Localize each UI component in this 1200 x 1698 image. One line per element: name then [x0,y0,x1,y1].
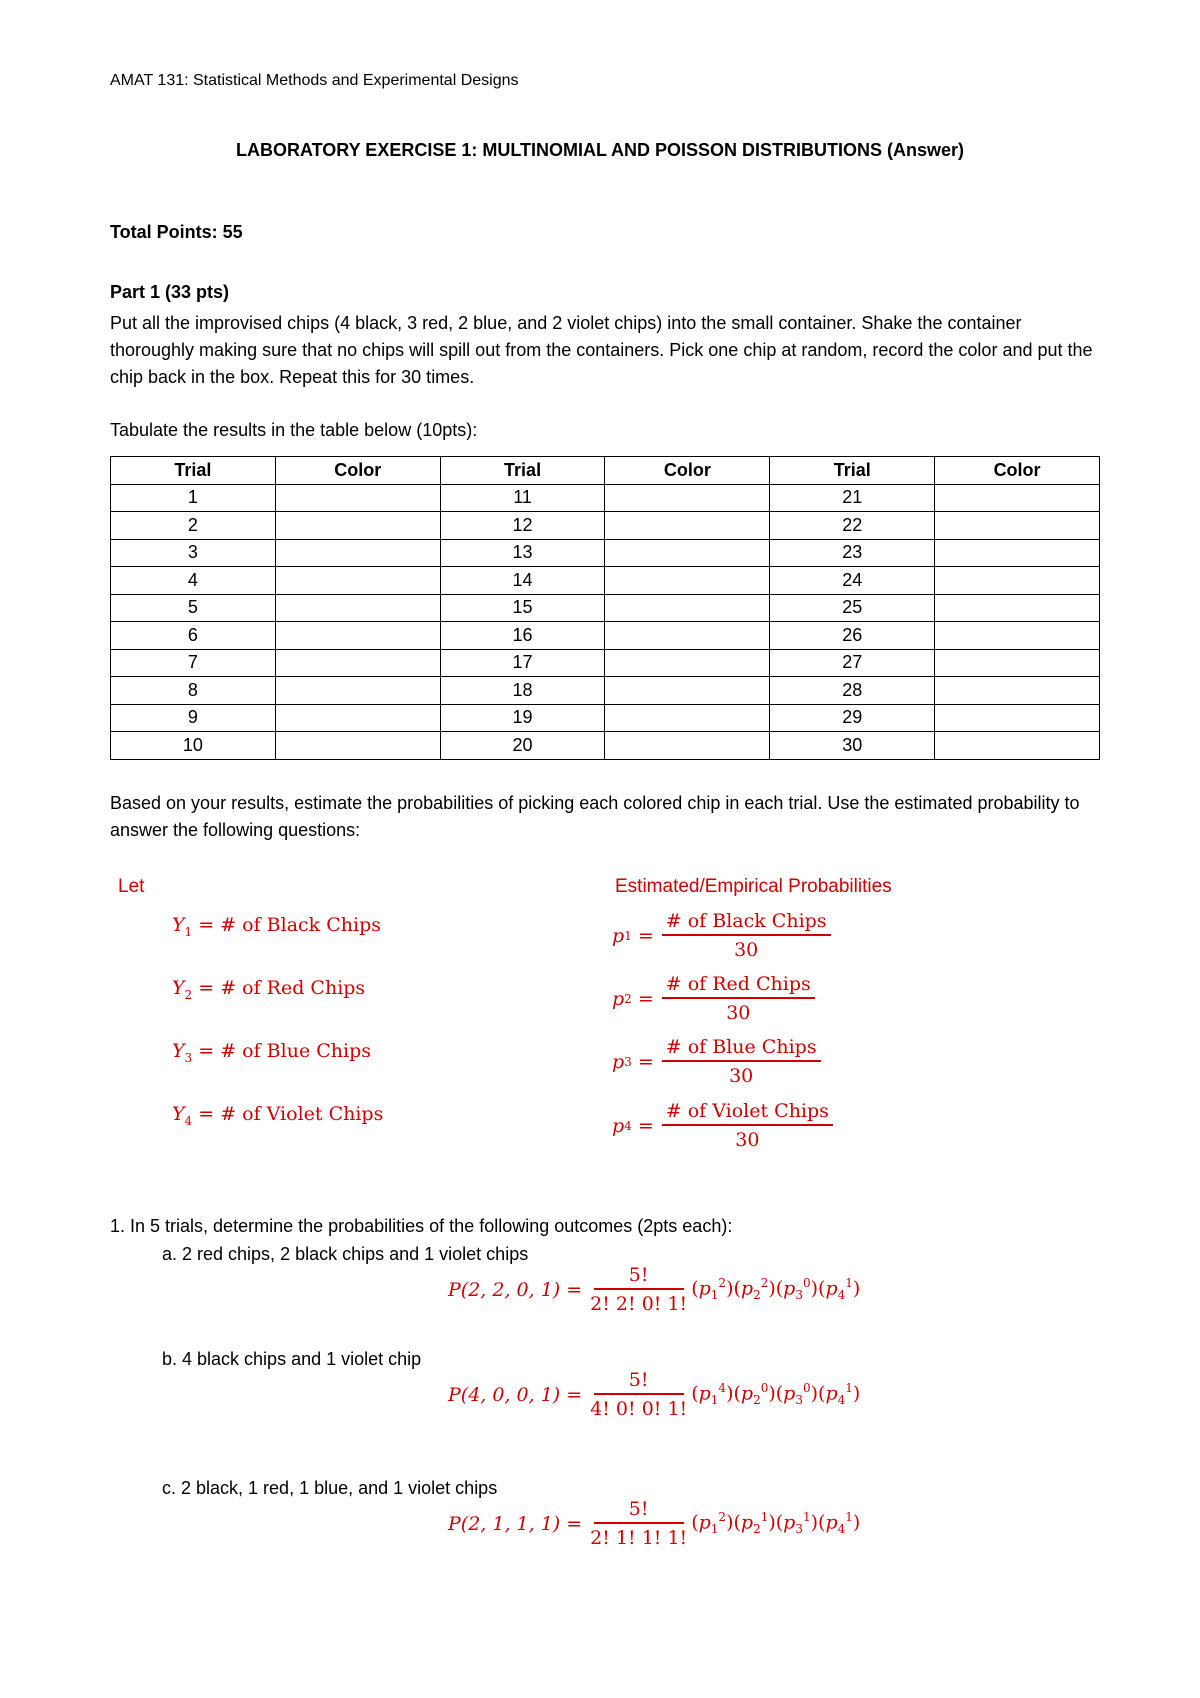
header-cell: Trial [440,457,605,485]
p2-definition: p 2 = $\frac{\text{\# of Red Chips}}{30}$ [612,973,815,1024]
trial-number-cell: 25 [770,594,935,622]
color-cell [605,484,770,512]
formula-1b: P(4, 0, 0, 1) = $\frac{5!}{4! 0! 0! 1!}$ $(p_1^4)(p_2^0)(p_3^0)(p_4^1)$ [448,1369,861,1420]
header-cell: Color [935,457,1100,485]
question-1b: b. 4 black chips and 1 violet chip [162,1349,422,1369]
trial-number-cell: 11 [440,484,605,512]
header-cell: Color [605,457,770,485]
trial-number-cell: 19 [440,704,605,732]
color-cell [935,484,1100,512]
formula-1c: P(2, 1, 1, 1) = $\frac{5!}{2! 1! 1! 1!}$ $(p_1^2)(p_2^1)(p_3^1)(p_4^1)$ [448,1498,861,1549]
trial-number-cell: 5 [111,594,276,622]
color-cell [275,512,440,540]
question-1a: a. 2 red chips, 2 black chips and 1 violet chips [162,1244,529,1264]
color-cell [935,594,1100,622]
y3-definition: $Y_3$ = # of Blue Chips [172,1040,371,1065]
color-cell [275,649,440,677]
p1-definition: p 1 = $\frac{\text{\# of Black Chips}}{30}$ [612,910,831,961]
part1-instructions: Put all the improvised chips (4 black, 3 red, 2 blue, and 2 violet chips) into the small container. Shake the container thoroughly making sure that no chips will spill out from the containers. Pick one chip at random, record the color and put the chip back in the box. Repeat this for 30 times. [110,313,1093,387]
color-cell [935,732,1100,760]
table-row [111,567,1100,595]
color-cell [275,704,440,732]
trial-number-cell: 8 [111,677,276,705]
trial-number-cell: 29 [770,704,935,732]
color-cell [275,594,440,622]
color-cell [935,704,1100,732]
trial-number-cell: 4 [111,567,276,595]
table-row [111,484,1100,512]
header-cell: Trial [111,457,276,485]
y1-definition: $Y_1$ = # of Black Chips [172,914,381,939]
color-cell [605,677,770,705]
color-cell [275,567,440,595]
formula-1a: P(2, 2, 0, 1) = $\frac{5!}{2! 2! 0! 1!}$ $(p_1^2)(p_2^2)(p_3^0)(p_4^1)$ [448,1264,861,1315]
trial-number-cell: 26 [770,622,935,650]
table-row [111,649,1100,677]
color-cell [935,677,1100,705]
trial-number-cell: 1 [111,484,276,512]
color-cell [275,622,440,650]
trial-number-cell: 7 [111,649,276,677]
table-row [111,704,1100,732]
table-row [111,512,1100,540]
trial-number-cell: 24 [770,567,935,595]
header-cell: Trial [770,457,935,485]
total-points: Total Points: 55 [110,222,243,242]
color-cell [275,732,440,760]
table-header-row [111,457,1100,485]
trial-number-cell: 23 [770,539,935,567]
table-row [111,594,1100,622]
y2-definition: $Y_2$ = # of Red Chips [172,977,366,1002]
part1-heading: Part 1 (33 pts) [110,282,230,302]
trial-number-cell: 27 [770,649,935,677]
color-cell [605,539,770,567]
trial-number-cell: 15 [440,594,605,622]
trial-number-cell: 2 [111,512,276,540]
question-1: 1. In 5 trials, determine the probabilities of the following outcomes (2pts each): [110,1216,733,1236]
trial-number-cell: 13 [440,539,605,567]
trial-number-cell: 14 [440,567,605,595]
color-cell [605,567,770,595]
trial-number-cell: 21 [770,484,935,512]
course-title: AMAT 131: Statistical Methods and Experimental Designs [110,72,519,89]
color-cell [605,622,770,650]
color-cell [935,567,1100,595]
trial-number-cell: 12 [440,512,605,540]
trial-number-cell: 9 [111,704,276,732]
trial-number-cell: 18 [440,677,605,705]
trial-number-cell: 22 [770,512,935,540]
header-cell: Color [275,457,440,485]
color-cell [605,732,770,760]
estimated-probabilities-label: Estimated/Empirical Probabilities [615,876,892,897]
trial-number-cell: 20 [440,732,605,760]
question-1c: c. 2 black, 1 red, 1 blue, and 1 violet chips [162,1478,498,1498]
trials-table [110,456,1100,760]
y4-definition: $Y_4$ = # of Violet Chips [172,1103,384,1128]
p4-definition: p 4 = $\frac{\text{\# of Violet Chips}}{30}$ [612,1100,833,1151]
let-label: Let [118,876,145,897]
color-cell [935,539,1100,567]
trial-number-cell: 10 [111,732,276,760]
table-row [111,539,1100,567]
estimate-instructions: Based on your results, estimate the probabilities of picking each colored chip in each trial. Use the estimated probability to answer the following questions: [110,793,1080,840]
color-cell [605,594,770,622]
color-cell [935,512,1100,540]
exercise-title: LABORATORY EXERCISE 1: MULTINOMIAL AND POISSON DISTRIBUTIONS (Answer) [235,140,965,160]
color-cell [275,677,440,705]
color-cell [605,512,770,540]
table-row [111,622,1100,650]
color-cell [935,649,1100,677]
table-row [111,677,1100,705]
trial-number-cell: 28 [770,677,935,705]
table-intro: Tabulate the results in the table below (10pts): [110,420,478,440]
color-cell [605,649,770,677]
color-cell [605,704,770,732]
color-cell [935,622,1100,650]
p3-definition: p 3 = $\frac{\text{\# of Blue Chips}}{30}$ [612,1036,821,1087]
table-row [111,732,1100,760]
trial-number-cell: 17 [440,649,605,677]
trial-number-cell: 6 [111,622,276,650]
trial-number-cell: 30 [770,732,935,760]
color-cell [275,539,440,567]
color-cell [275,484,440,512]
trial-number-cell: 16 [440,622,605,650]
trial-number-cell: 3 [111,539,276,567]
